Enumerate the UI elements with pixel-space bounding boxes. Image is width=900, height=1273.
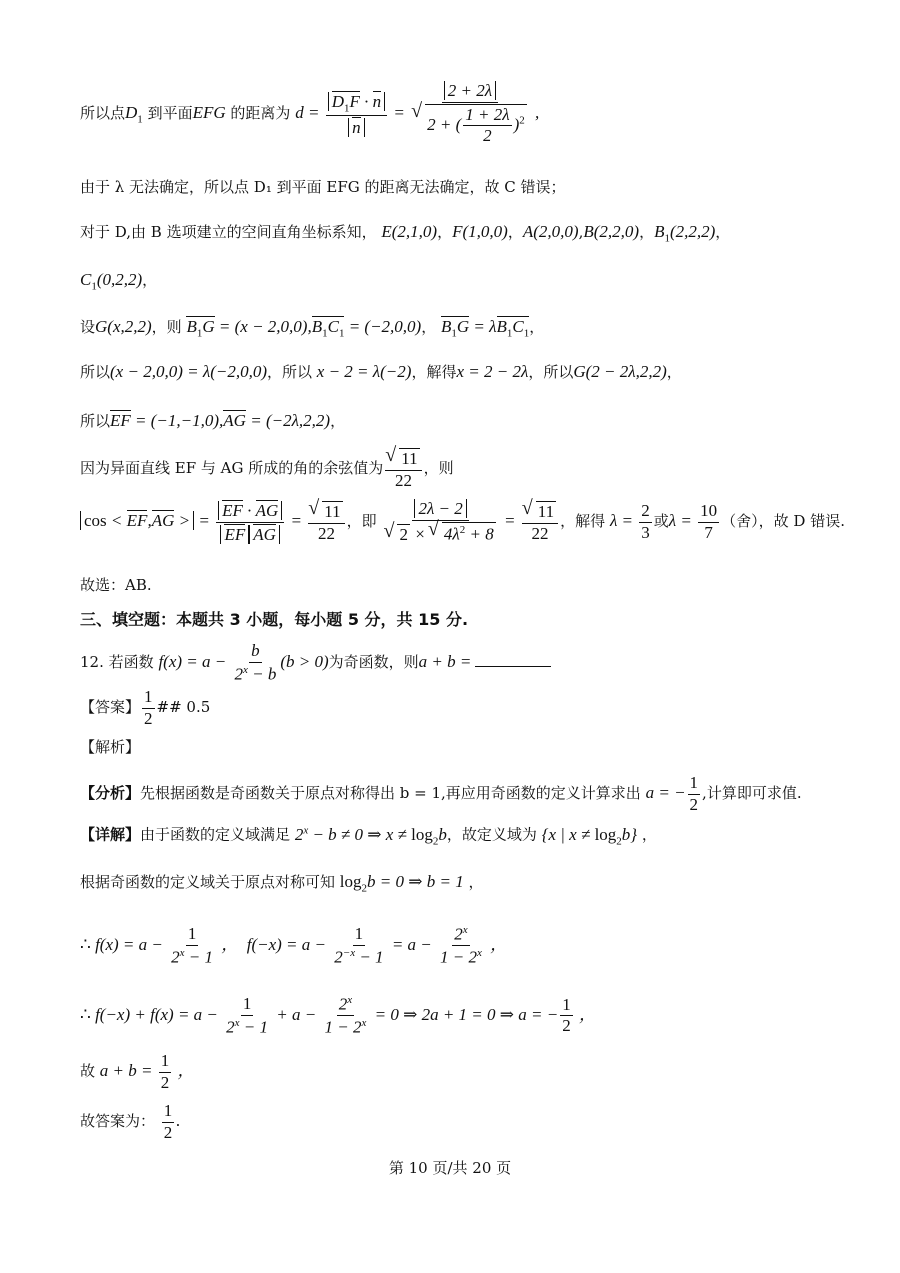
section-title — [80, 610, 468, 629]
text: 故答案为： — [80, 1112, 156, 1131]
math: a = − $\frac{1}{2}$ — [645, 773, 699, 814]
math: λ = $\frac{2}{3}$ — [609, 501, 650, 542]
cosine-equation-line — [80, 500, 845, 544]
text: 设 — [80, 318, 96, 336]
math: A(2,0,0) — [522, 222, 579, 241]
text: 所以点 — [80, 103, 126, 122]
math: ∴ f(−x) + f(x) = a − $\frac{1}{2^x - 1}$ + a − $\frac{2^x}{1 - 2^x}$ = 0 ⇒ 2a + 1 = 0 ⇒ a = − $\frac{1}{2}$ ， — [80, 993, 596, 1037]
math: B(2,2,0) — [583, 222, 640, 241]
math: $B_1G = \lambda B_1C_1$ — [440, 317, 530, 340]
text: ，则 — [151, 318, 182, 336]
paragraph-c-wrong — [80, 178, 566, 196]
text: ，则 — [423, 459, 454, 478]
text: ，所以 — [528, 363, 574, 381]
text: 【分析】 — [80, 784, 141, 803]
math: a + b = — [418, 651, 472, 671]
answer-line — [80, 688, 210, 728]
math: $\log_2b = 0$ ⇒ b = 1 — [339, 872, 464, 895]
choice-line — [80, 576, 152, 594]
odd-domain-line: 根据奇函数的定义域关于原点对称可知 $\log_2b = 0$ ⇒ b = 1 ， — [80, 872, 484, 895]
math: E(2,1,0) — [381, 222, 438, 241]
text: 【详解】 — [80, 825, 141, 844]
math: G(x,2,2) — [95, 317, 152, 336]
math: $2^x - b \ne 0$ ⇒ $x \ne \log_2b$ — [294, 824, 447, 848]
math: $\frac{1}{2}$ — [144, 687, 153, 728]
text: 根据奇函数的定义域关于原点对称可知 — [80, 873, 336, 891]
math: $B_1G = (x - 2,0,0),B_1C_1 = (-2,0,0)$ — [186, 317, 422, 340]
distance-expr: d = $\frac{D_1F \cdot n}{n}$ = 2 + 2λ √ 2 + ( $\frac{1 + 2\lambda}{2}$ )$^2$ , — [295, 103, 539, 122]
math: a + b = $\frac{1}{2}$ ， — [99, 1051, 195, 1092]
result-line — [80, 1052, 195, 1092]
sum-line — [80, 994, 596, 1038]
page-footer: 第 10 页/共 20 页 — [388, 1159, 512, 1177]
text: 故选：AB. — [80, 576, 152, 594]
text: 先根据函数是奇函数关于原点对称得出 b = 1,再应用奇函数的定义计算求出 — [140, 784, 641, 803]
text: 12. — [80, 652, 104, 671]
text: 因为异面直线 EF 与 AG 所成的角的余弦值为 — [80, 459, 384, 478]
final-answer-line — [80, 1102, 181, 1142]
text: 由于函数的定义域满足 — [140, 825, 291, 844]
math: EFG — [192, 102, 226, 122]
text: 到平面 — [147, 103, 193, 122]
math: $D_1$ — [125, 102, 143, 126]
question-12 — [80, 642, 551, 684]
text: ，解得 — [560, 512, 606, 531]
text: ,计算即可求值. — [702, 784, 802, 803]
math: G(2 − 2λ,2,2) — [573, 362, 667, 381]
coord-c1-line: $C_1(0,2,2)$， — [80, 270, 158, 293]
text: ## 0.5 — [156, 698, 211, 717]
math: {x | $x \ne \log_2b$} — [541, 824, 638, 848]
text: ，即 — [346, 512, 377, 531]
math: ∴ f(x) = a − $\frac{1}{2^x - 1}$ ， f(−x) = a − $\frac{1}{2^{-x} - 1}$ = a − $\frac{2^x}{1 - 2^x}$ ， — [80, 923, 508, 967]
text: ，所以 — [266, 363, 312, 381]
text: 所以 — [80, 363, 111, 381]
analysis-label — [80, 738, 140, 756]
math: (x − 2,0,0) = λ(−2,0,0) — [110, 362, 267, 381]
math: 2λ − 2 √ 2 × √ $4\lambda^2 + 8$ = √ $\frac{11}{22}$ — [381, 511, 560, 530]
fx-line — [80, 924, 507, 968]
distance-formula-line — [80, 82, 539, 146]
text: ，故定义域为 — [446, 825, 537, 844]
cosine-given-line — [80, 448, 454, 490]
math: cos < EF,AG > = $\frac{EF \cdot AG}{\text{EF AG}}$ = √ $\frac{11}{22}$ — [80, 511, 347, 530]
fenxi-line — [80, 774, 802, 814]
math: $B_1(2,2,2)$ — [654, 222, 716, 245]
text: 或 — [653, 512, 669, 531]
math: F(1,0,0) — [452, 222, 508, 241]
math: x = 2 − 2λ — [456, 362, 529, 381]
math: λ = $\frac{10}{7}$ — [668, 501, 718, 542]
text: 故 — [80, 1062, 96, 1081]
math: f(x) = a − $\frac{b}{2^x - b}$ (b > 0) — [158, 641, 329, 684]
math: EF = (−1,−1,0),AG = (−2λ,2,2) — [110, 411, 331, 430]
math: $\frac{1}{2}$ . — [163, 1101, 181, 1142]
text: 由于 λ 无法确定，所以点 D₁ 到平面 EFG 的距离无法确定，故 C 错误； — [80, 178, 566, 196]
text: 【解析】 — [80, 738, 141, 756]
solve-x-line: 所以(x − 2,0,0) = λ(−2,0,0)，所以 x − 2 = λ(−2)，解得x = 2 − 2λ，所以G(2 − 2λ,2,2)， — [80, 362, 682, 381]
text: 【答案】 — [80, 698, 141, 717]
math: $C_1(0,2,2)$ — [80, 270, 143, 293]
set-g-line: 设G(x,2,2)，则 $B_1G = (x - 2,0,0),B_1C_1 = (-2,0,0)$， $B_1G = \lambda B_1C_1$， — [80, 317, 545, 340]
text: 所以 — [80, 412, 111, 430]
text: 的距离为 — [230, 103, 291, 122]
text: 对于 D,由 B 选项建立的空间直角坐标系知， — [80, 223, 377, 241]
math: √ $\frac{11}{22}$ — [385, 448, 421, 490]
text: 若函数 — [108, 652, 154, 671]
text: ，解得 — [411, 363, 457, 381]
text: 为奇函数，则 — [328, 652, 419, 671]
math: x − 2 = λ(−2) — [316, 362, 412, 381]
xiangjie-line: 【详解】由于函数的定义域满足 $2^x - b \ne 0$ ⇒ $x \ne \log_2b$，故定义域为 {x | $x \ne \log_2b$} ， — [80, 824, 657, 848]
answer-blank — [475, 666, 551, 667]
text: 三、填空题：本题共 3 小题，每小题 5 分，共 15 分. — [80, 610, 469, 629]
vectors-line: 所以EF = (−1,−1,0),AG = (−2λ,2,2)， — [80, 411, 346, 430]
paragraph-d-coords: 对于 D,由 B 选项建立的空间直角坐标系知， E(2,1,0)，F(1,0,0)，A(2,0,0),B(2,2,0)，$B_1(2,2,2)$， — [80, 222, 731, 245]
text: （舍），故 D 错误. — [721, 512, 845, 531]
